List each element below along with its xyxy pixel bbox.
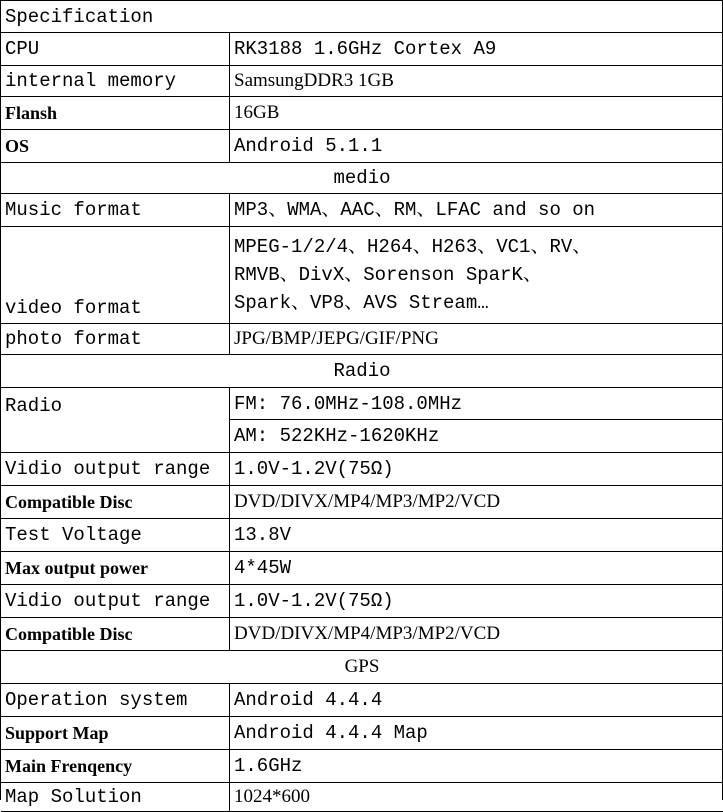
row-label: Flansh xyxy=(1,97,230,129)
row-label: Radio xyxy=(1,388,230,452)
section-title: Radio xyxy=(333,360,391,382)
row-label: video format xyxy=(1,227,230,323)
video-format-line: RMVB、DivX、Sorenson SparK、 xyxy=(234,264,542,286)
section-header-gps xyxy=(1,651,723,684)
row-label: Support Map xyxy=(1,717,230,749)
table-row-radio xyxy=(1,388,723,453)
table-row-operation-system xyxy=(1,684,723,717)
row-label: Max output power xyxy=(1,552,230,584)
row-value: DVD/DIVX/MP4/MP3/MP2/VCD xyxy=(234,623,501,644)
row-value: SamsungDDR3 1GB xyxy=(234,70,394,91)
row-label: Main Frenqency xyxy=(1,750,230,782)
row-label: Vidio output range xyxy=(1,585,230,617)
table-row-os xyxy=(1,130,723,163)
row-label: photo format xyxy=(1,324,230,354)
row-label: Music format xyxy=(1,194,230,226)
row-value: DVD/DIVX/MP4/MP3/MP2/VCD xyxy=(234,491,501,512)
row-label: internal memory xyxy=(1,66,230,96)
row-label: OS xyxy=(1,130,230,162)
row-label: Map Solution xyxy=(1,783,230,811)
table-row-max-output-power xyxy=(1,552,723,585)
table-row-music-format xyxy=(1,194,723,227)
section-header-radio xyxy=(1,355,723,388)
video-format-line: MPEG-1/2/4、H264、H263、VC1、RV、 xyxy=(234,236,592,258)
row-value: Android 5.1.1 xyxy=(234,135,383,157)
row-value: 16GB xyxy=(234,102,280,123)
row-label: Compatible Disc xyxy=(1,618,230,650)
radio-am-value: AM: 522KHz-1620KHz xyxy=(234,425,440,447)
table-row-vidio-output-range xyxy=(1,585,723,618)
row-value: 1.6GHz xyxy=(234,755,303,777)
table-row-support-map xyxy=(1,717,723,750)
table-row-map-solution xyxy=(1,783,723,812)
title-row xyxy=(1,0,723,33)
row-value: Android 4.4.4 Map xyxy=(234,722,428,744)
row-value: Android 4.4.4 xyxy=(234,689,383,711)
section-header-medio xyxy=(1,163,723,194)
table-row-flansh xyxy=(1,97,723,130)
row-value: 1.0V-1.2V(75Ω) xyxy=(234,458,394,480)
row-label: Vidio output range xyxy=(1,453,230,485)
table-row-compatible-disc xyxy=(1,618,723,651)
row-value: 13.8V xyxy=(234,524,292,546)
spec-title: Specification xyxy=(5,5,154,28)
row-value: JPG/BMP/JEPG/GIF/PNG xyxy=(234,328,439,349)
row-value: RK3188 1.6GHz Cortex A9 xyxy=(234,38,497,60)
radio-fm-value: FM: 76.0MHz-108.0MHz xyxy=(230,388,723,420)
table-row-internal-memory xyxy=(1,66,723,97)
row-value: 4*45W xyxy=(234,557,292,579)
row-value-lines xyxy=(230,227,723,323)
row-label: Test Voltage xyxy=(1,519,230,551)
table-row-vidio-output-range xyxy=(1,453,723,486)
section-title: medio xyxy=(333,167,391,189)
table-row-cpu xyxy=(1,33,723,66)
row-label: Operation system xyxy=(1,684,230,716)
table-row-video-format xyxy=(1,227,723,324)
table-row-photo-format xyxy=(1,324,723,355)
section-title: GPS xyxy=(344,656,380,677)
row-value: 1024*600 xyxy=(234,786,310,807)
row-label: Compatible Disc xyxy=(1,486,230,518)
row-value: 1.0V-1.2V(75Ω) xyxy=(234,590,394,612)
row-label: CPU xyxy=(1,33,230,65)
table-row-main-frenqency xyxy=(1,750,723,783)
video-format-line: Spark、VP8、AVS Stream… xyxy=(234,292,489,314)
row-value: MP3、WMA、AAC、RM、LFAC and so on xyxy=(234,199,596,221)
table-row-test-voltage xyxy=(1,519,723,552)
radio-values xyxy=(230,388,723,452)
table-row-compatible-disc xyxy=(1,486,723,519)
